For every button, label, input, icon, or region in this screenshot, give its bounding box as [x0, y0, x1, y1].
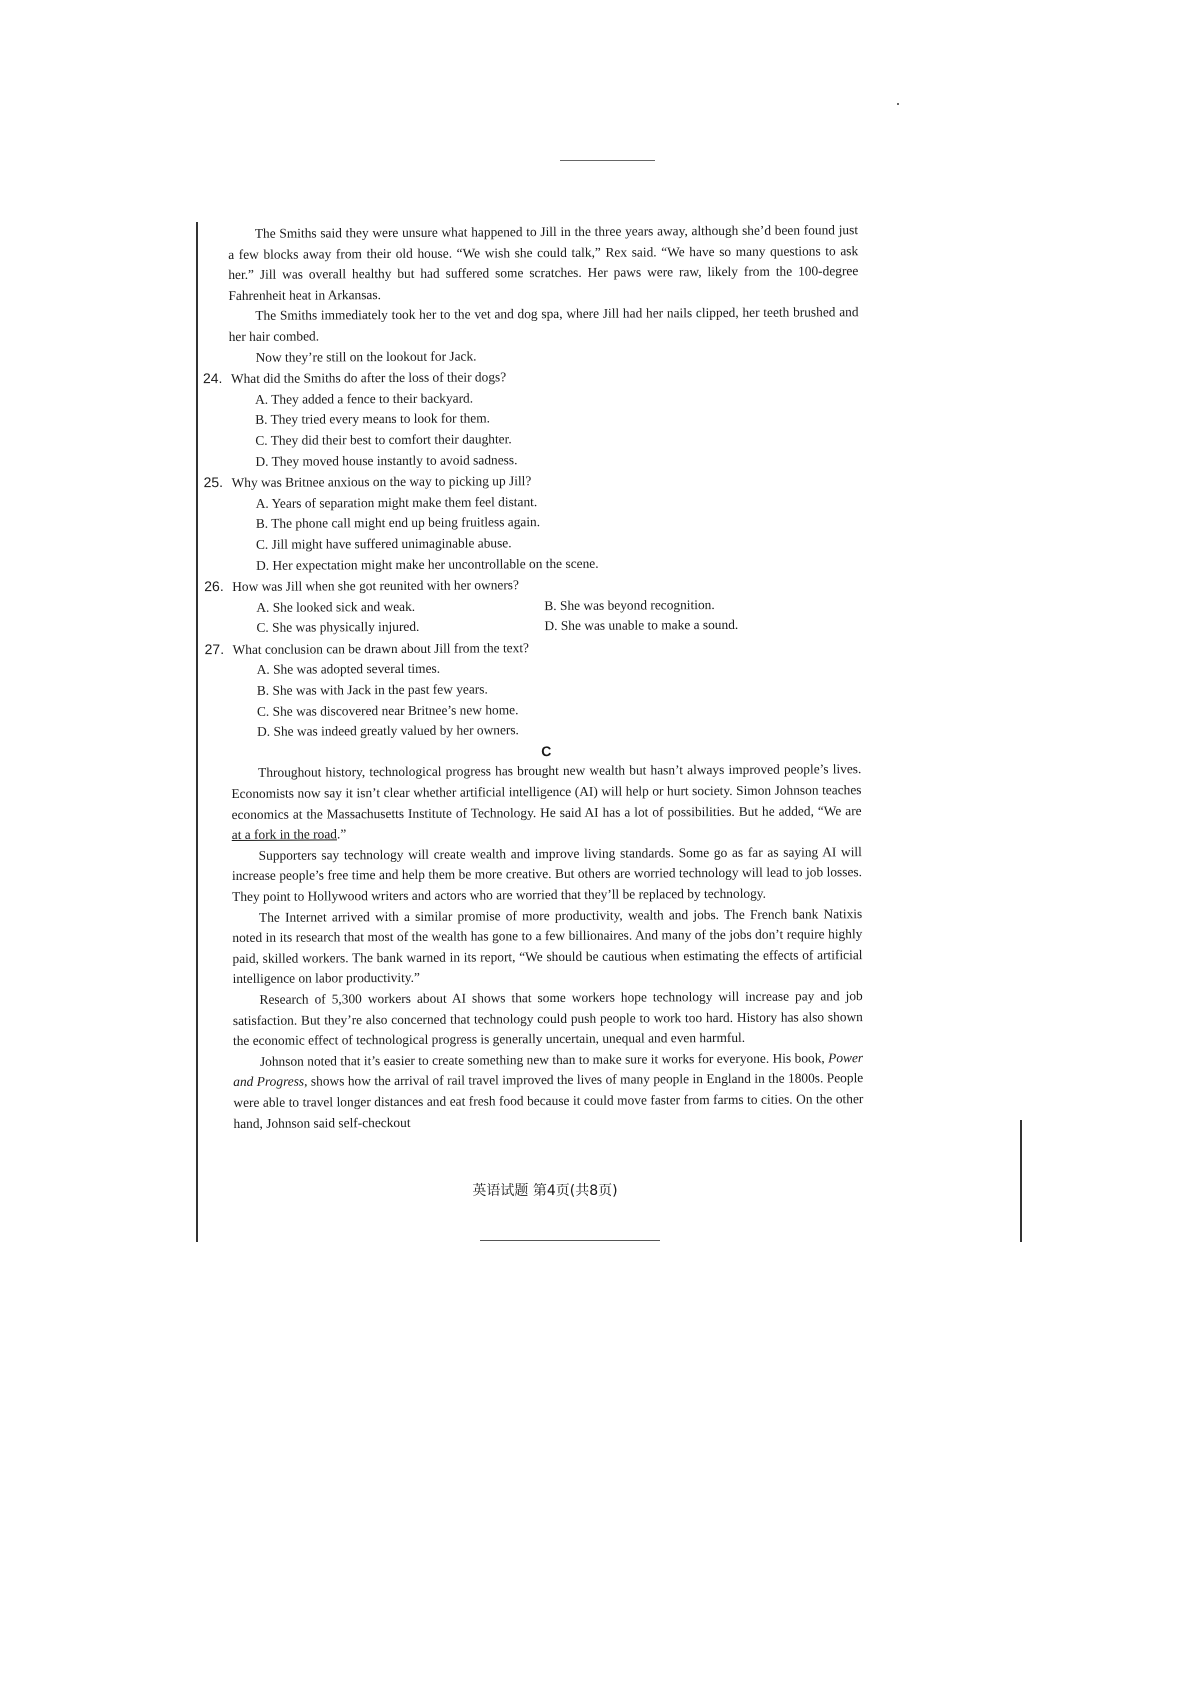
paragraph-text: Johnson noted that it’s easier to create something new than to make sure it works for everyone. His book, [259, 1050, 829, 1069]
scan-dot [897, 103, 899, 105]
option-a: A. They added a fence to their backyard. [255, 390, 474, 407]
option-b: B. The phone call might end up being fruitless again. [255, 514, 541, 532]
passage-paragraph: The Smiths immediately took her to the vet and dog spa, where Jill had her nails clipped, her teeth brushed and her hair combed. [228, 304, 859, 344]
option-a: A. She was adopted several times. [256, 661, 441, 678]
underlined-phrase: at a fork in the road [231, 826, 338, 843]
question-number: 25. [203, 474, 224, 491]
option-c: C. She was physically injured. [256, 619, 420, 636]
question-number: 26. [204, 578, 224, 595]
question-26 [204, 572, 860, 639]
option-a: A. Years of separation might make them feel distant. [255, 493, 538, 511]
option-b: B. She was with Jack in the past few years. [256, 681, 488, 698]
top-rule [560, 160, 655, 161]
question-25 [203, 468, 861, 576]
paragraph-text: .” [336, 826, 347, 842]
question-stem [202, 364, 859, 389]
question-text: What did the Smiths do after the loss of their dogs? [230, 369, 507, 387]
section-title: C [541, 742, 552, 759]
passage-paragraph: The Smiths said they were unsure what happened to Jill in the three years away, although she’d been found just a few blocks away from their old house. “We wish she could talk,” Rex said. “We have so many questions to ask her.” Jill was overall healthy but had suffered some scratches. Her paws were raw, likely from the 100-degree Fahrenheit heat in Arkansas. [228, 222, 859, 303]
option-d: D. She was indeed greatly valued by her owners. [257, 722, 519, 740]
option-b: B. She was beyond recognition. [544, 596, 715, 613]
option-a: A. She looked sick and weak. [256, 598, 416, 615]
question-number: 24. [202, 370, 223, 387]
question-text: How was Jill when she got reunited with her owners? [232, 577, 519, 595]
passage-paragraph: Now they’re still on the lookout for Jack. [255, 348, 477, 365]
paragraph-text: , shows how the arrival of rail travel improved the lives of many people in England in the 1800s. People were able to travel longer distances and eat fresh food because it could move faster from farms to cities. On the other hand, Johnson said self-checkout [233, 1070, 864, 1131]
question-stem [204, 572, 860, 597]
passage-paragraph [231, 760, 861, 846]
option-c: C. They did their best to comfort their daughter. [255, 431, 512, 448]
question-27 [204, 635, 862, 743]
question-text: Why was Britnee anxious on the way to picking up Jill? [231, 473, 532, 491]
book-title: Power and Progress [233, 1049, 864, 1090]
passage-paragraph: The Internet arrived with a similar promise of more productivity, wealth and jobs. The French bank Natixis noted in its research that most of the wealth has gone to a few billionaires. And many of the jobs don’t require highly paid, skilled workers. The bank warned in its report, “We should be cautious when estimating the effects of artificial intelligence on labor productivity.” [232, 905, 863, 987]
left-scan-edge [196, 222, 198, 1242]
option-d: D. Her expectation might make her uncontrollable on the scene. [256, 555, 599, 573]
page-footer: 英语试题 第4页(共8页) [472, 1183, 618, 1199]
option-d: D. They moved house instantly to avoid sadness. [255, 451, 518, 469]
exam-page [202, 220, 864, 1134]
question-stem [203, 468, 860, 493]
passage-paragraph [233, 1048, 863, 1134]
question-text: What conclusion can be drawn about Jill from the text? [232, 640, 529, 657]
paragraph-text: Throughout history, technological progress has brought new wealth but hasn’t always improved people’s lives. Economists now say it isn’t clear whether artificial intelligence (AI) will help or hurt society. Simon Johnson teaches economics at the Massachusetts Institute of Technology. He said AI has a lot of possibilities. But he added, “We are [231, 761, 862, 822]
option-b: B. They tried every means to look for them. [255, 410, 491, 428]
option-c: C. She was discovered near Britnee’s new home. [256, 701, 519, 719]
passage-paragraph: Supporters say technology will create wealth and improve living standards. Some go as far as saying AI will increase people’s free time and help them be more creative. But others are worried technology will lead to job losses. They point to Hollywood writers and actors who are worried that they’ll be replaced by technology. [231, 843, 863, 904]
option-c: C. Jill might have suffered unimaginable abuse. [255, 535, 512, 552]
passage-paragraph: Research of 5,300 workers about AI shows that some workers hope technology will increase pay and job satisfaction. But they’re also concerned that technology could push people to work too hard. History has also shown the economic effect of technological progress is generally uncertain, unequal and even harmful. [232, 988, 863, 1049]
question-number: 27. [204, 640, 225, 658]
question-24 [202, 364, 860, 472]
bottom-rule [480, 1240, 660, 1241]
option-d: D. She was unable to make a sound. [544, 617, 739, 634]
question-stem [204, 635, 861, 660]
